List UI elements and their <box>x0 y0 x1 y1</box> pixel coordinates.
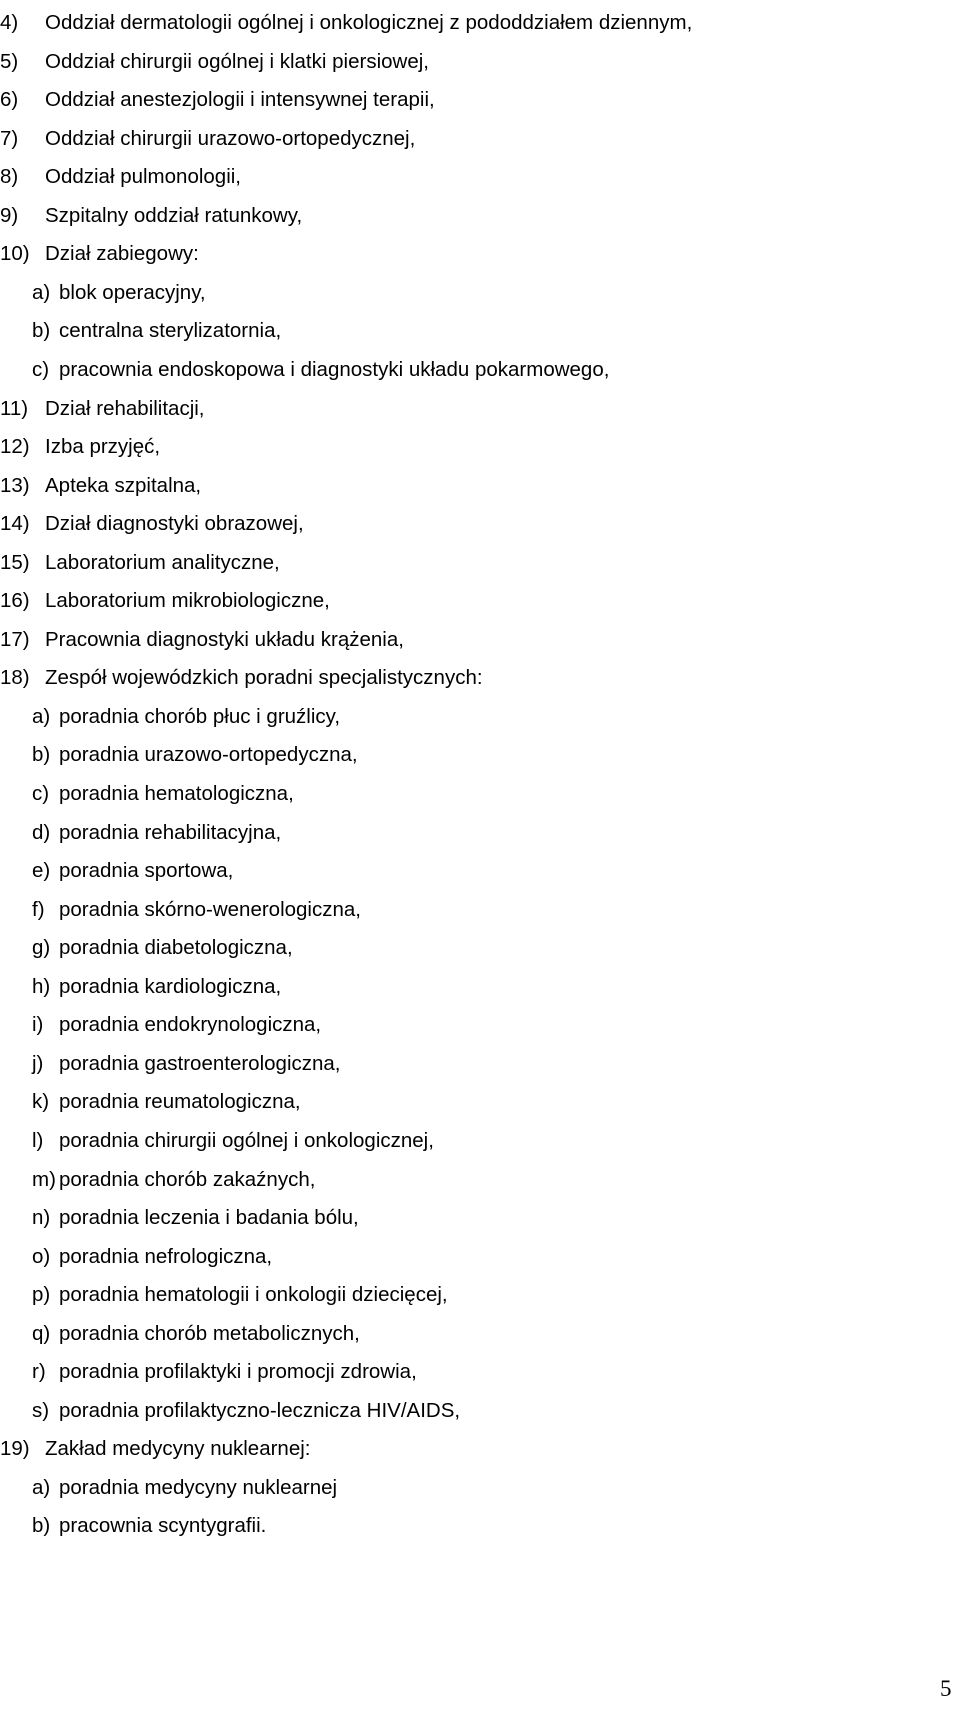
item-marker: m) <box>32 1168 56 1191</box>
item-text: blok operacyjny, <box>59 281 206 304</box>
item-text: Dział diagnostyki obrazowej, <box>45 512 304 535</box>
item-text: Oddział chirurgii ogólnej i klatki piersiowej, <box>45 50 429 73</box>
item-marker: h) <box>32 975 51 998</box>
item-marker: j) <box>32 1052 44 1075</box>
item-marker: o) <box>32 1245 51 1268</box>
item-text: poradnia nefrologiczna, <box>59 1245 273 1268</box>
item-marker: 7) <box>0 127 19 150</box>
item-marker: 6) <box>0 88 19 111</box>
item-text: poradnia medycyny nuklearnej <box>59 1476 338 1499</box>
item-text: Dział rehabilitacji, <box>45 397 205 420</box>
item-text: poradnia kardiologiczna, <box>59 975 282 998</box>
page-number: 5 <box>940 1676 952 1701</box>
item-marker: k) <box>32 1090 50 1113</box>
item-marker: 16) <box>0 589 30 612</box>
item-marker: i) <box>32 1013 44 1036</box>
item-text: centralna sterylizatornia, <box>59 319 282 342</box>
item-marker: 13) <box>0 474 30 497</box>
item-text: Dział zabiegowy: <box>45 242 199 265</box>
item-text: poradnia hematologiczna, <box>59 782 294 805</box>
item-text: Apteka szpitalna, <box>45 474 202 497</box>
item-marker: c) <box>32 782 50 805</box>
item-text: Izba przyjęć, <box>45 435 161 458</box>
item-marker: r) <box>32 1360 46 1383</box>
item-marker: l) <box>32 1129 44 1152</box>
item-text: Szpitalny oddział ratunkowy, <box>45 204 303 227</box>
item-marker: s) <box>32 1399 50 1422</box>
item-marker: a) <box>32 1476 51 1499</box>
item-text: poradnia hematologii i onkologii dziecięcej, <box>59 1283 448 1306</box>
item-marker: 15) <box>0 551 30 574</box>
item-marker: g) <box>32 936 51 959</box>
item-text: poradnia chirurgii ogólnej i onkologicznej, <box>59 1129 434 1152</box>
item-marker: e) <box>32 859 51 882</box>
item-text: poradnia endokrynologiczna, <box>59 1013 322 1036</box>
item-text: poradnia diabetologiczna, <box>59 936 293 959</box>
item-marker: 10) <box>0 242 30 265</box>
item-marker: b) <box>32 1514 51 1537</box>
item-text: Pracownia diagnostyki układu krążenia, <box>45 628 404 651</box>
item-text: poradnia sportowa, <box>59 859 234 882</box>
item-marker: 19) <box>0 1437 30 1460</box>
item-marker: 9) <box>0 204 19 227</box>
item-marker: q) <box>32 1322 51 1345</box>
item-marker: 8) <box>0 165 19 188</box>
item-marker: 14) <box>0 512 30 535</box>
item-text: poradnia chorób zakaźnych, <box>59 1168 316 1191</box>
item-text: poradnia reumatologiczna, <box>59 1090 301 1113</box>
item-marker: n) <box>32 1206 51 1229</box>
item-marker: f) <box>32 898 45 921</box>
item-text: pracownia endoskopowa i diagnostyki układu pokarmowego, <box>59 358 610 381</box>
item-text: poradnia chorób płuc i gruźlicy, <box>59 705 341 728</box>
item-marker: 12) <box>0 435 30 458</box>
item-marker: a) <box>32 705 51 728</box>
item-marker: 4) <box>0 11 19 34</box>
item-marker: p) <box>32 1283 51 1306</box>
item-text: poradnia rehabilitacyjna, <box>59 821 282 844</box>
item-text: Laboratorium mikrobiologiczne, <box>45 589 330 612</box>
item-text: Oddział anestezjologii i intensywnej terapii, <box>45 88 435 111</box>
item-marker: 5) <box>0 50 19 73</box>
item-text: Zakład medycyny nuklearnej: <box>45 1437 311 1460</box>
item-text: pracownia scyntygrafii. <box>59 1514 267 1537</box>
item-text: poradnia profilaktyczno-lecznicza HIV/AIDS, <box>59 1399 461 1422</box>
item-text: poradnia skórno-wenerologiczna, <box>59 898 361 921</box>
item-marker: b) <box>32 743 51 766</box>
item-text: Oddział dermatologii ogólnej i onkologicznej z pododdziałem dziennym, <box>45 11 693 34</box>
item-marker: 17) <box>0 628 30 651</box>
item-text: Oddział pulmonologii, <box>45 165 242 188</box>
item-marker: d) <box>32 821 51 844</box>
item-marker: a) <box>32 281 51 304</box>
item-marker: b) <box>32 319 51 342</box>
item-marker: c) <box>32 358 50 381</box>
item-text: poradnia profilaktyki i promocji zdrowia, <box>59 1360 417 1383</box>
item-text: poradnia chorób metabolicznych, <box>59 1322 360 1345</box>
item-text: Zespół wojewódzkich poradni specjalistycznych: <box>45 666 483 689</box>
item-text: Oddział chirurgii urazowo-ortopedycznej, <box>45 127 416 150</box>
item-text: poradnia gastroenterologiczna, <box>59 1052 341 1075</box>
item-text: poradnia leczenia i badania bólu, <box>59 1206 359 1229</box>
item-marker: 11) <box>0 397 29 420</box>
item-text: Laboratorium analityczne, <box>45 551 280 574</box>
item-text: poradnia urazowo-ortopedyczna, <box>59 743 358 766</box>
item-marker: 18) <box>0 666 30 689</box>
